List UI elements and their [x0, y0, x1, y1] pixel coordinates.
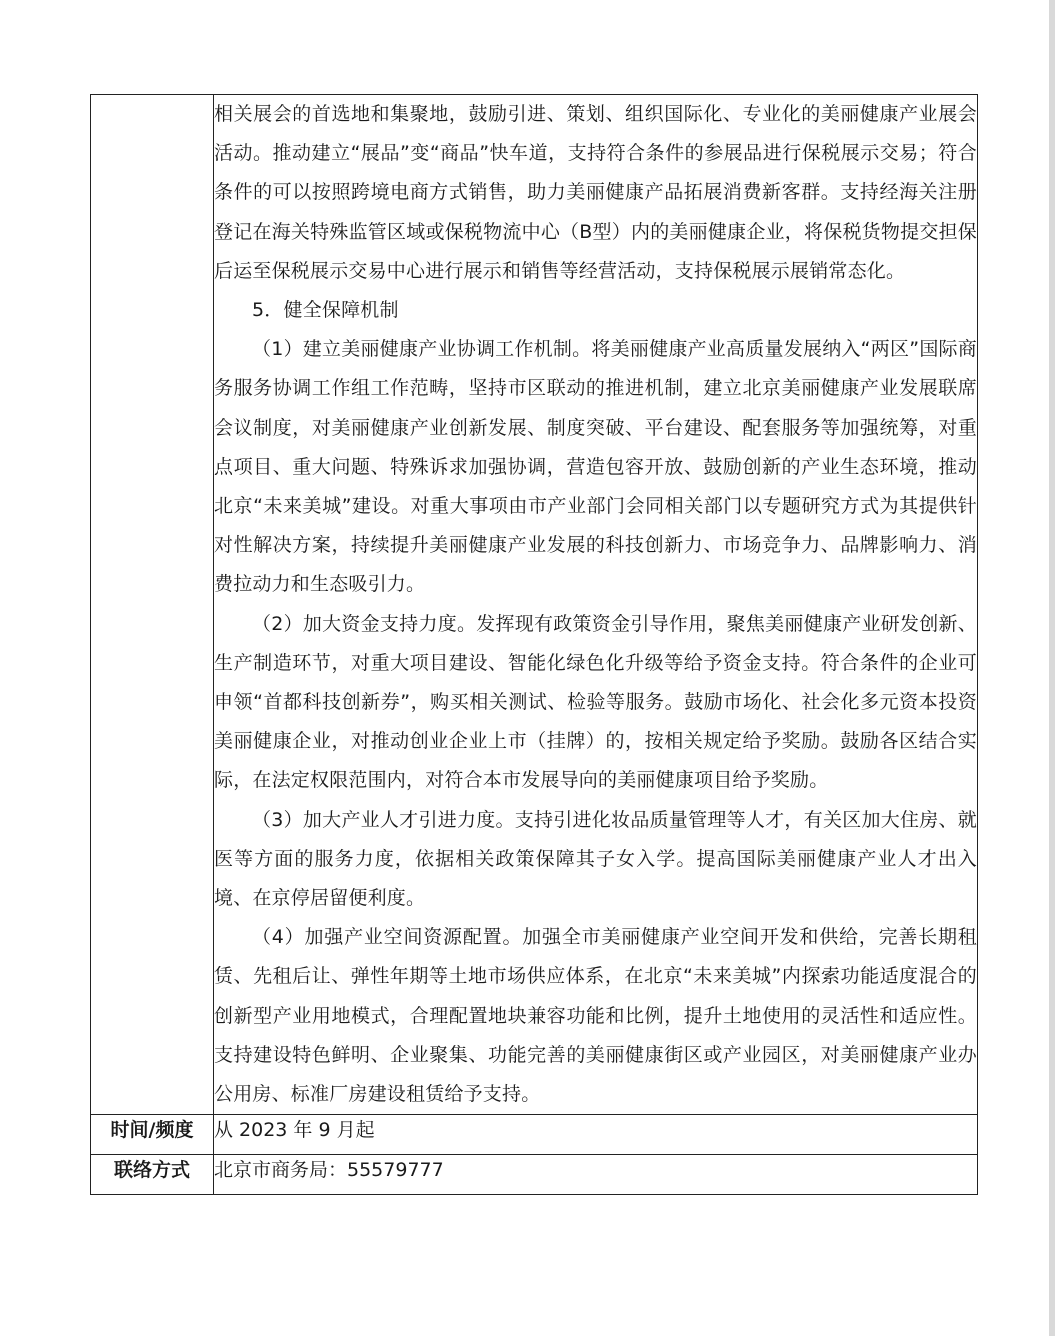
time-label: 时间/频度: [91, 1115, 214, 1155]
time-row: [91, 1115, 978, 1155]
paragraph-continuation: 相关展会的首选地和集聚地，鼓励引进、策划、组织国际化、专业化的美丽健康产业展会活动。推动建立“展品”变“商品”快车道，支持符合条件的参展品进行保税展示交易；符合条件的可以按照跨境电商方式销售，助力美丽健康产品拓展消费新客群。支持经海关注册登记在海关特殊监管区域或保税物流中心（B型）内的美丽健康企业，将保税货物提交担保后运至保税展示交易中心进行展示和销售等经营活动，支持保税展示展销常态化。: [214, 103, 977, 282]
paragraph-item-3: （3）加大产业人才引进力度。支持引进化妆品质量管理等人才，有关区加大住房、就医等方面的服务力度，依据相关政策保障其子女入学。提高国际美丽健康产业人才出入境、在京停居留便利度。: [214, 808, 977, 910]
page-edge: [1049, 0, 1055, 1336]
paragraph-item-2: （2）加大资金支持力度。发挥现有政策资金引导作用，聚焦美丽健康产业研发创新、生产制造环节，对重大项目建设、智能化绿色化升级等给予资金支持。符合条件的企业可申领“首都科技创新券”，购买相关测试、检验等服务。鼓励市场化、社会化多元资本投资美丽健康企业，对推动创业企业上市（挂牌）的，按相关规定给予奖励。鼓励各区结合实际，在法定权限范围内，对符合本市发展导向的美丽健康项目给予奖励。: [214, 612, 977, 792]
time-value: 从 2023 年 9 月起: [214, 1115, 978, 1155]
contact-label: 联络方式: [91, 1155, 214, 1195]
content-row: [91, 95, 978, 1115]
policy-table: [90, 94, 978, 1195]
content-cell: [214, 95, 978, 1115]
section-heading: 5．健全保障机制: [252, 299, 399, 322]
content-label-cell: [91, 95, 214, 1115]
paragraph-item-4: （4）加强产业空间资源配置。加强全市美丽健康产业空间开发和供给，完善长期租赁、先租后让、弹性年期等土地市场供应体系，在北京“未来美城”内探索功能适度混合的创新型产业用地模式，合理配置地块兼容功能和比例，提升土地使用的灵活性和适应性。支持建设特色鲜明、企业聚集、功能完善的美丽健康街区或产业园区，对美丽健康产业办公用房、标准厂房建设租赁给予支持。: [214, 926, 977, 1106]
paragraph-item-1: （1）建立美丽健康产业协调工作机制。将美丽健康产业高质量发展纳入“两区”国际商务服务协调工作组工作范畴，坚持市区联动的推进机制，建立北京美丽健康产业发展联席会议制度，对美丽健康产业创新发展、制度突破、平台建设、配套服务等加强统筹，对重点项目、重大问题、特殊诉求加强协调，营造包容开放、鼓励创新的产业生态环境，推动北京“未来美城”建设。对重大事项由市产业部门会同相关部门以专题研究方式为其提供针对性解决方案，持续提升美丽健康产业发展的科技创新力、市场竞争力、品牌影响力、消费拉动力和生态吸引力。: [214, 338, 977, 596]
contact-row: [91, 1155, 978, 1195]
contact-value: 北京市商务局：55579777: [214, 1155, 978, 1195]
